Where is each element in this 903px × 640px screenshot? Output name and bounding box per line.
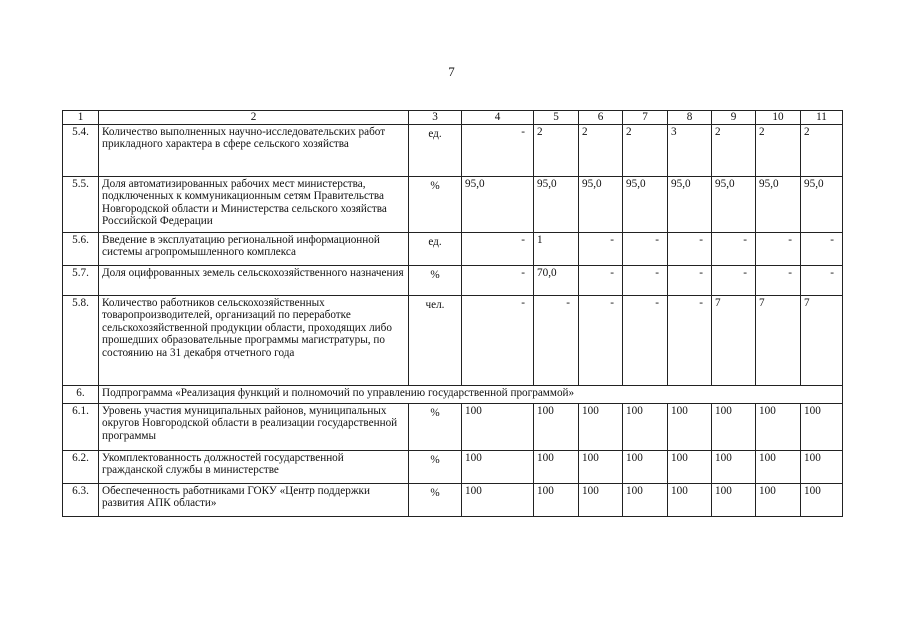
value-cell: 95,0 [712,177,756,233]
row-description: Количество выполненных научно-исследовательских работ прикладного характера в сфере сельского хозяйства [99,125,409,177]
value-cell: 95,0 [756,177,801,233]
value-cell: 95,0 [623,177,668,233]
row-number: 5.4. [63,125,99,177]
value-cell: 2 [579,125,623,177]
value-cell: 7 [712,296,756,386]
section-row [63,386,843,404]
value-cell: 100 [623,451,668,484]
value-cell: 100 [534,451,579,484]
header-cell: 1 [63,111,99,125]
value-cell: 100 [579,404,623,451]
value-cell: - [579,233,623,266]
row-description: Количество работников сельскохозяйственных товаропроизводителей, организаций по переработке сельскохозяйственной продукции области, проходящих либо прошедших образовательные программы магистратуры, по состоянию на 31 декабря отчетного года [99,296,409,386]
value-cell: 7 [801,296,843,386]
row-unit: ед. [409,233,462,266]
value-cell: - [623,296,668,386]
value-cell: 2 [756,125,801,177]
table-row [63,266,843,296]
value-cell: 95,0 [801,177,843,233]
value-cell: 70,0 [534,266,579,296]
value-cell: - [801,233,843,266]
header-cell: 8 [668,111,712,125]
table-row [63,451,843,484]
value-cell: 100 [756,484,801,517]
value-cell: 100 [668,484,712,517]
value-cell: 100 [712,451,756,484]
page-number: 7 [448,64,455,79]
table-row [63,177,843,233]
row-unit: % [409,451,462,484]
section-title: Подпрограмма «Реализация функций и полномочий по управлению государственной программой» [99,386,843,404]
value-cell: 100 [462,404,534,451]
value-cell: 2 [534,125,579,177]
value-cell: 95,0 [462,177,534,233]
value-cell: 100 [801,484,843,517]
header-cell: 7 [623,111,668,125]
value-cell: - [462,233,534,266]
value-cell: - [712,233,756,266]
value-cell: 100 [534,484,579,517]
header-cell: 4 [462,111,534,125]
value-cell: - [579,296,623,386]
value-cell: 100 [579,484,623,517]
value-cell: - [668,296,712,386]
row-number: 5.5. [63,177,99,233]
value-cell: - [534,296,579,386]
value-cell: 100 [801,451,843,484]
value-cell: 7 [756,296,801,386]
value-cell: 2 [801,125,843,177]
value-cell: 100 [712,404,756,451]
indicators-table [62,110,843,517]
row-unit: % [409,484,462,517]
value-cell: - [623,233,668,266]
value-cell: - [756,266,801,296]
header-cell: 10 [756,111,801,125]
value-cell: 100 [801,404,843,451]
row-number: 6.3. [63,484,99,517]
value-cell: 95,0 [668,177,712,233]
value-cell: 100 [623,484,668,517]
value-cell: - [462,266,534,296]
value-cell: 100 [623,404,668,451]
value-cell: 1 [534,233,579,266]
header-cell: 5 [534,111,579,125]
value-cell: - [623,266,668,296]
value-cell: - [668,266,712,296]
value-cell: 100 [579,451,623,484]
table-row [63,484,843,517]
value-cell: - [712,266,756,296]
header-cell: 2 [99,111,409,125]
row-description: Введение в эксплуатацию региональной информационной системы агропромышленного комплекса [99,233,409,266]
row-unit: % [409,404,462,451]
table-row [63,404,843,451]
value-cell: - [462,296,534,386]
row-description: Укомплектованность должностей государственной гражданской службы в министерстве [99,451,409,484]
table-row [63,233,843,266]
table-row [63,296,843,386]
header-cell: 6 [579,111,623,125]
row-number: 5.7. [63,266,99,296]
header-cell: 9 [712,111,756,125]
row-unit: чел. [409,296,462,386]
value-cell: 100 [462,451,534,484]
value-cell: 100 [756,451,801,484]
section-number: 6. [63,386,99,404]
row-description: Уровень участия муниципальных районов, муниципальных округов Новгородской области в реализации государственной программы [99,404,409,451]
row-number: 6.2. [63,451,99,484]
value-cell: 2 [712,125,756,177]
row-unit: ед. [409,125,462,177]
header-cell: 3 [409,111,462,125]
value-cell: 100 [668,451,712,484]
row-description: Доля оцифрованных земель сельскохозяйственного назначения [99,266,409,296]
value-cell: - [801,266,843,296]
value-cell: 100 [668,404,712,451]
header-row [63,111,843,125]
row-description: Доля автоматизированных рабочих мест министерства, подключенных к коммуникационным сетям Правительства Новгородской области и Министерства сельского хозяйства Российской Федерации [99,177,409,233]
value-cell: 100 [534,404,579,451]
value-cell: 3 [668,125,712,177]
row-description: Обеспеченность работниками ГОКУ «Центр поддержки развития АПК области» [99,484,409,517]
value-cell: 100 [462,484,534,517]
value-cell: 100 [712,484,756,517]
value-cell: 95,0 [534,177,579,233]
value-cell: 100 [756,404,801,451]
value-cell: 95,0 [579,177,623,233]
row-unit: % [409,177,462,233]
value-cell: - [668,233,712,266]
value-cell: 2 [623,125,668,177]
row-number: 5.8. [63,296,99,386]
row-number: 6.1. [63,404,99,451]
table-row [63,125,843,177]
value-cell: - [579,266,623,296]
value-cell: - [756,233,801,266]
value-cell: - [462,125,534,177]
row-number: 5.6. [63,233,99,266]
header-cell: 11 [801,111,843,125]
row-unit: % [409,266,462,296]
